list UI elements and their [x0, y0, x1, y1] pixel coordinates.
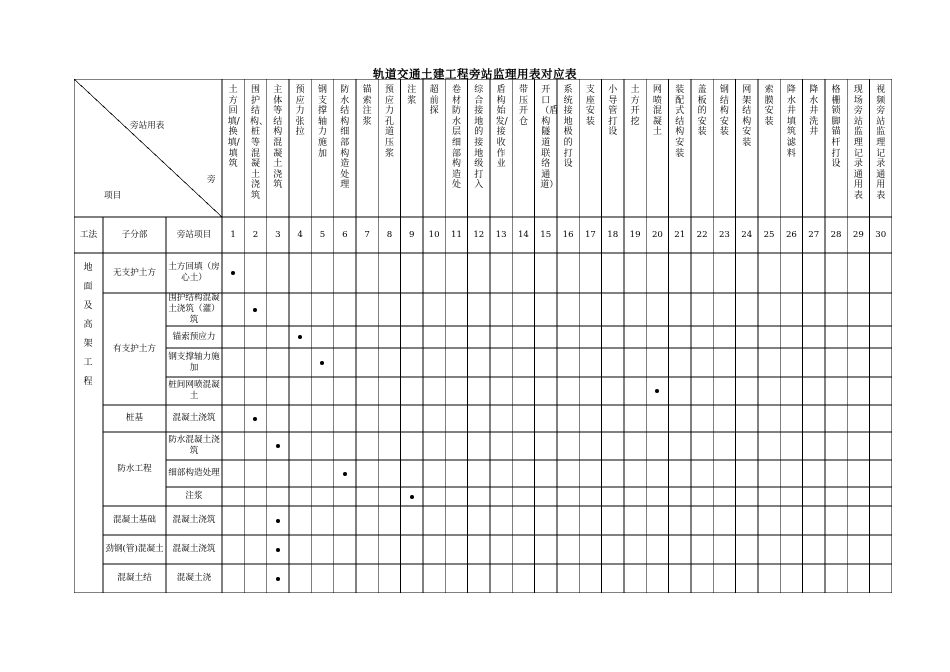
column-header-21: 装配式结构安装	[675, 85, 685, 159]
column-number-6: 6	[342, 229, 348, 240]
row-item-8: 细部构造处理	[168, 468, 220, 478]
row-item-4: 钢支撑轴力施加	[168, 351, 220, 373]
column-header-15: 开口（盾构隧道联络通道）	[540, 85, 559, 191]
header-subdivision: 子分部	[121, 229, 148, 240]
column-header-4: 预应力张拉	[295, 85, 305, 138]
column-header-16: 系统接地极的打设	[563, 85, 573, 170]
column-number-21: 21	[674, 229, 686, 240]
column-header-10: 超前探	[429, 85, 439, 117]
column-header-23: 钢结构安装	[719, 85, 729, 138]
corner-header-item: 项目	[104, 191, 122, 201]
row-item-12: 混凝土浇	[176, 573, 212, 583]
column-header-2: 围护结构、桩等混凝土浇筑	[249, 85, 268, 201]
column-header-22: 盖板的安装	[697, 85, 707, 138]
column-number-9: 9	[409, 229, 415, 240]
column-number-7: 7	[364, 229, 370, 240]
row-item-6: 混凝土浇筑	[172, 413, 216, 423]
column-number-10: 10	[428, 229, 440, 240]
column-number-11: 11	[450, 229, 462, 240]
column-header-27: 降水井洗井	[809, 85, 819, 138]
column-number-12: 12	[473, 229, 485, 240]
column-header-3: 主体等结构混凝土浇筑	[273, 85, 283, 191]
header-item: 旁站项目	[176, 229, 212, 240]
column-number-23: 23	[718, 229, 730, 240]
row-item-9: 注浆	[185, 491, 203, 501]
column-number-14: 14	[517, 229, 529, 240]
column-header-1: 土方回填/换填/填筑	[227, 85, 240, 170]
column-header-28: 格栅锁脚锚杆打设	[831, 85, 841, 170]
correspondence-table	[74, 79, 892, 593]
column-header-11: 卷材防水层细部构造处	[451, 85, 461, 191]
column-number-19: 19	[629, 229, 641, 240]
row-item-2: 围护结构混凝土浇筑（灌）筑	[168, 293, 220, 325]
column-header-13: 盾构始发/接收作业	[495, 85, 508, 170]
row-item-1: 土方回填（房心土）	[168, 262, 220, 283]
column-header-24: 网架结构安装	[742, 85, 752, 148]
row-item-5: 桩间网喷混凝土	[168, 380, 220, 401]
subdivision-4: 防水工程	[117, 463, 152, 474]
column-number-5: 5	[319, 229, 326, 240]
subdivision-3: 桩基	[125, 413, 144, 423]
subdivision-1: 无支护土方	[113, 267, 156, 278]
column-number-30: 30	[875, 229, 887, 240]
column-number-13: 13	[495, 229, 507, 240]
column-header-26: 降水井填筑滤料	[786, 85, 796, 159]
page-title: 轨道交通土建工程旁站监理用表对应表	[373, 67, 577, 81]
corner-header-title: 旁站用表	[130, 121, 165, 131]
row-item-11: 混凝土浇筑	[172, 544, 216, 554]
applicable-mark-12	[276, 577, 280, 581]
column-header-20: 网喷混凝土	[652, 85, 662, 138]
column-number-25: 25	[763, 229, 775, 240]
column-header-14: 带压开仓	[518, 85, 528, 127]
subdivision-6: 劲钢(管)混凝土	[105, 544, 164, 554]
column-number-8: 8	[386, 229, 393, 240]
column-number-1: 1	[230, 229, 236, 240]
subdivision-2: 有支护土方	[113, 343, 156, 354]
applicable-mark-8	[343, 472, 347, 476]
row-item-7: 防水混凝土浇筑	[168, 435, 220, 456]
column-number-22: 22	[696, 229, 708, 240]
column-header-19: 土方开挖	[630, 85, 640, 127]
column-header-6: 防水结构细部构造处理	[340, 85, 350, 191]
column-number-3: 3	[275, 229, 281, 240]
column-number-26: 26	[785, 229, 797, 240]
column-header-12: 综合接地的接地级打入	[474, 85, 484, 191]
corner-header-side: 旁	[207, 175, 216, 185]
column-number-20: 20	[651, 229, 663, 240]
column-header-5: 钢支撑轴力施加	[317, 85, 327, 159]
column-header-7: 锚索注浆	[362, 85, 372, 127]
column-number-18: 18	[607, 229, 619, 240]
column-header-30: 视频旁站监理记录通用表	[876, 85, 886, 201]
column-number-28: 28	[830, 229, 842, 240]
header-method: 工法	[79, 229, 98, 240]
subdivision-7: 混凝土结	[117, 573, 152, 583]
row-item-3: 锚索预应力	[172, 331, 216, 342]
column-header-9: 注浆	[407, 85, 417, 106]
column-number-27: 27	[808, 229, 820, 240]
applicable-mark-7	[276, 444, 280, 448]
applicable-mark-11	[276, 548, 280, 552]
column-header-17: 支座安装	[585, 85, 595, 127]
subdivision-5: 混凝土基础	[113, 515, 156, 525]
applicable-mark-10	[276, 519, 280, 523]
column-header-25: 索膜安装	[764, 85, 774, 127]
column-header-8: 预应力孔道压浆	[384, 85, 394, 159]
column-number-24: 24	[741, 229, 753, 240]
column-header-18: 小导管打设	[608, 85, 618, 138]
column-number-2: 2	[252, 229, 259, 240]
column-header-29: 现场旁站监理记录通用表	[853, 85, 863, 201]
method-label: 地面及高架工程	[83, 263, 93, 387]
column-number-17: 17	[584, 229, 596, 240]
column-number-29: 29	[852, 229, 864, 240]
applicable-mark-9	[410, 495, 414, 499]
row-item-10: 混凝土浇筑	[172, 515, 216, 525]
column-number-4: 4	[297, 229, 303, 240]
column-number-16: 16	[562, 229, 574, 240]
column-number-15: 15	[540, 229, 552, 240]
